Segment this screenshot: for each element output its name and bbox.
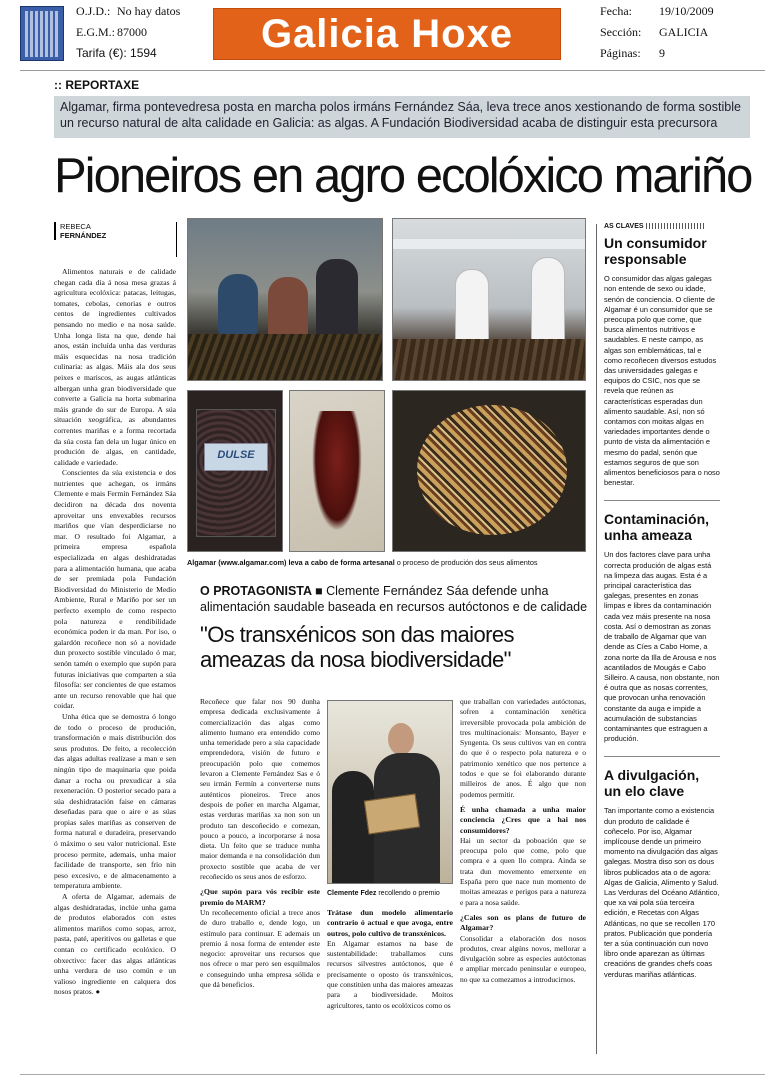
sidebar <box>604 222 720 1057</box>
byline <box>54 222 106 240</box>
protagonista-title <box>200 583 590 615</box>
interview-question: ¿Que supón para vós recibir este premio do MARM? <box>200 887 320 907</box>
egm-value: 87000 <box>117 25 147 39</box>
ojd-label: O.J.D.: <box>76 4 111 18</box>
protagonista-title-2: alimentación saudable baseada en recursos autóctonos e de calidade <box>200 600 588 614</box>
interview-answer: En Algamar estamos na base de sustentabilidade: traballamos cuns recursos silvestres autóctonos, que é precisamente o oposto ós transxénicos, que constitúen unha das maiores ameazas para a biodiversidade. Moitos agricultores, tanto os ecolóxicos como os <box>327 938 453 1010</box>
sidebar-heading-3: A divulgación, un elo clave <box>604 756 720 799</box>
sidebar-paragraph-2: Un dos factores clave para unha correcta produción de algas está na limpeza das augas. Esta é a principal característica das galegas, presentes en zonas limpas e libres da contaminación cada vez máis presente na nosa costa. Así o demostran as zonas de traballo de Algamar que van dende as Cíes a Cabo Home, a zona norte da Illa de Arousa e nos acantilados de Mougás e Cabo Silleiro. A causa, non obstante, non é outra que as nosas correntes, que provocan unha renovación constante da auga e impide a acumulación de substancias contaminantes que estraguen a produción. <box>604 550 720 744</box>
sidebar-heading-2: Contaminación, unha ameaza <box>604 500 720 543</box>
fecha-label: Fecha: <box>600 4 632 18</box>
body-column-1 <box>54 267 176 1053</box>
paginas-value: 9 <box>659 46 665 60</box>
lede-line-1: Algamar, firma pontevedresa posta en marcha polos irmáns Fernández Sáa, leva trece anos xestionando de forma sostible <box>60 100 741 114</box>
page-bottom-rule <box>20 1074 765 1075</box>
byline-last: FERNÁNDEZ <box>60 231 107 240</box>
source-badge <box>20 6 64 61</box>
interview-answer: Hai un sector da poboación que se preocupa polo que come, polo que compra e a quen llo compra. Ainda se trata dun movemento emerxente en España pero que nace nun momento de moitas ameazas e perigos para a natureza e para a nosa saúde. <box>460 835 586 907</box>
interview-column-b <box>327 908 453 1058</box>
photo-seaweed <box>289 390 385 552</box>
interview-answer: Un recoñecemento oficial a trece anos de duro traballo e, dende logo, un estímulo para continuar. E ademais un premio á nosa forma de entender este negocio: aproveitar uns recursos que nos ofrece o mar pero sen esquilmalos e conseguindo unha empresa sólida e que dá beneficios. <box>200 907 320 990</box>
photo-caption <box>187 558 587 567</box>
header-rule <box>20 70 765 71</box>
clemente-caption <box>327 890 457 897</box>
protagonista-kicker: O PROTAGONISTA ■ <box>200 584 323 598</box>
sidebar-kicker <box>604 222 720 232</box>
quote-line-2: ameazas da nosa biodiversidade" <box>200 647 511 672</box>
egm-label: E.G.M.: <box>76 25 115 39</box>
photo-dulse-package <box>187 390 283 552</box>
interview-intro: Recoñece que falar nos 90 dunha empresa dedicada exclusivamente á comercialización das algas como alimento humano era entendido como unha temeridade pero a súa capacidade emprendedora, visión de futuro e preocupación polo que comemos levaron a Clemente Fernández Sas e ó seu irmán Fermín a converterse nuns auténticos pioneiros. Trece anos despois de poñer en marcha Algamar, estas verduras mariñas xa non son un produto tan descoñecido e comezan, pouco a pouco, a incorporarse á nosa dieta. Un feito que se traduce nunha maior demanda e na consolidación dun proxecto sostible que acaba de ver recoñecido os seus anos de esforzo. <box>200 697 320 882</box>
interview-question: Trátase dun modelo alimentario contrario ó actual e que avoga, entre outros, polo cultivo de transxénicos. <box>327 908 453 938</box>
byline-first: REBECA <box>60 222 91 231</box>
body-paragraph: Unha ética que se demostra ó longo de todo o proceso de produción, transformación e mais distribución dos seus produtos. De feito, a recolección das algas adultas realízase a man e sen ningún tipo de maquinaria que poida danar a rocha ou prexudicar a súa rexeneración. O posterior secado para a súa deshidratación faise en cámaras deseñadas para que o aire e as súas propias sales mariñas as conserven de forma natural e duradeira, preservando ó máximo o seu valor nutricional. Este proceso permite, ademais, unha maior facilidade de transporte, sen frío nin peso excesivo, e de almacenamento a temperatura ambiente. <box>54 711 176 891</box>
quote-line-1: "Os transxénicos son das maiores <box>200 622 514 647</box>
interview-answer: Consolidar a elaboración dos nosos produtos, crear algúns novos, mellorar a divulgación sobre as especies autóctonas e ampliar mercado peninsular e europeo, no que xa comezamos a introducirnos. <box>460 933 586 984</box>
sidebar-heading-1: Un consumidor responsable <box>604 235 707 268</box>
interview-column-a <box>200 697 320 1055</box>
header-meta-left <box>76 3 206 61</box>
clemente-caption-bold: Clemente Fdez <box>327 890 377 897</box>
photo-caption-bold: Algamar (www.algamar.com) leva a cabo de forma artesanal <box>187 558 395 567</box>
section-tag: :: REPORTAXE <box>54 78 140 92</box>
sidebar-paragraph-3: Tan importante como a existencia dun produto de calidade é coñecelo. Por iso, Algamar implícouse dende un primeiro momento na divulgación das algas galegas. Mostra diso son os dous libros publicados ata o de agora: Algas de Galicia, Alimento y Salud. Las Verduras del Océano Atlántico, que xa vai pola súa terceira edición, e Recetas con Algas Atlánticas, no que se recollen 170 pratos. Publicación que pondería ter a súa continuación cun novo libro onde aparezan as últimas creacións de grandes chefs coas verduras mariñas atlánticas. <box>604 806 720 979</box>
protagonista-quote <box>200 622 590 672</box>
badge-pattern <box>25 11 59 57</box>
sidebar-kicker-text: AS CLAVES <box>604 223 644 230</box>
lede-line-2: un recurso natural de alta calidade en Galicia: as algas. A Fundación Biodiversidad acaba de distinguir esta precursora <box>60 116 718 130</box>
photo-harvesters <box>187 218 383 381</box>
photo-clemente <box>327 700 453 884</box>
tarifa-label: Tarifa (€): <box>76 46 127 60</box>
seccion-value: GALICIA <box>659 25 709 39</box>
interview-question: É unha chamada a unha maior conciencia ¿Cres que a hai nos consumidores? <box>460 804 586 835</box>
header-meta-right <box>600 3 765 61</box>
paginas-label: Páginas: <box>600 46 641 60</box>
body-paragraph: A oferta de Algamar, ademais de algas deshidratadas, inclúe unha gama de produtos elaborados con estes alimentos mariños como sopas, arroz, pasta, paté, aperitivos ou galletas e que contan co certificado ecolóxico. O obxectivo: facer das algas atlánticas unha verdura de uso común e un valioso ingrediente en calquera dos nosos pratos. ● <box>54 892 176 997</box>
body-paragraph: Conscientes da súa existencia e dos nutrientes que achegan, os irmáns Clemente e mais Fermín Fernández Sáa decidiron na década dos noventa aproveitar uns envexables recursos mariños que vían desperdiciarse no mar. O resultado foi Algamar, a primeira empresa española especializada en algas deshidratadas para a alimentación humana, que acaba de ser premiada pola Fundación Biodiversidad do Ministerio de Medio Ambiente, Rural e Mariño por ser un perfecto exemplo de como respecto pola natureza e rendibilidade económica poden ir da man. Por iso, o galardón recoñece non só a novidade dun proxecto sostible vinculado ó mar, senón tamén o exemplo que supón para futuras iniciativas que comparten a súa filosofía: ser concientes de que estamos ante un recurso renovable que hai que coidar. <box>54 468 176 711</box>
sidebar-paragraph-1: O consumidor das algas galegas non entende de sexo ou idade, senón de conciencia. O cliente de Algamar é un consumidor que se preocupa polo que come, que busca alimentos nutritivos e saudables. E neste campo, as algas son emblemáticas, tal e como recoñecen diversos estudos das universidades galegas e equipos do CSIC, nos que se revela que reúnen as características esperadas dun alimento saudable. Así, non só contamos con moitas algas en variedades importantes dende o punto de vista da alimentación e mesmo do padal, senón que estamos seguros de que son alimentos beneficiosos para o noso benestar. <box>604 274 720 488</box>
tarifa-value: 1594 <box>130 46 157 60</box>
sidebar-rule <box>596 224 597 1054</box>
sidebar-kicker-pattern <box>646 223 706 229</box>
seccion-label: Sección: <box>600 25 642 39</box>
body-paragraph: Alimentos naturais e de calidade chegan cada día á nosa mesa grazas á agricultura ecolóxica: patacas, leitugas, tomates, cebolas, cenorias e outros centos de ingredientes cultivados pensando no medio e na nosa saúde. Unha longa lista na que, dende hai anos, están incluída unha das verduras máis esquecidas na nosa tradición culinaria: as algas. Máis ala dos seus peixes e mariscos, as augas atlánticas albergan unha gran biodiversidade que converte a Galicia na horta submarina máis grande do sur de Europa. A súa situación xeográfica, as abundantes correntes mariñas e a forma recortada da súa costa fan dela un lugar único en produción de algas, en cantidade, calidade e variedade. <box>54 267 176 467</box>
protagonista-title-1: Clemente Fernández Sáa defende unha <box>322 584 549 598</box>
interview-answer: que traballan con variedades autóctonas, sofren a contaminación xenética irreversible provocada pola ambición de tres multinacionais: Monsanto, Bayer e Syngenta. Os seus cultivos van en contra do que é o respecto pola natureza e o patrimonio xenético que nos pertence a todos e que se foi elaborando durante milleiros de anos. É algo que non podemos permitir. <box>460 697 586 799</box>
newspaper-logo: Galicia Hoxe <box>213 8 561 60</box>
photo-dish <box>392 390 586 552</box>
photo-factory <box>392 218 586 381</box>
lede-bar <box>54 96 750 138</box>
fecha-value: 19/10/2009 <box>659 4 714 18</box>
byline-rule <box>176 222 177 257</box>
interview-column-c <box>460 697 586 1058</box>
photo-caption-rest: o proceso de produción dos seus alimentos <box>394 558 538 567</box>
headline: Pioneiros en agro ecolóxico mariño <box>54 149 752 203</box>
ojd-value: No hay datos <box>117 4 181 18</box>
interview-question: ¿Cales son os plans de futuro de Algamar? <box>460 912 586 933</box>
clemente-caption-rest: recollendo o premio <box>376 890 440 897</box>
dulse-label: DULSE <box>217 449 255 461</box>
